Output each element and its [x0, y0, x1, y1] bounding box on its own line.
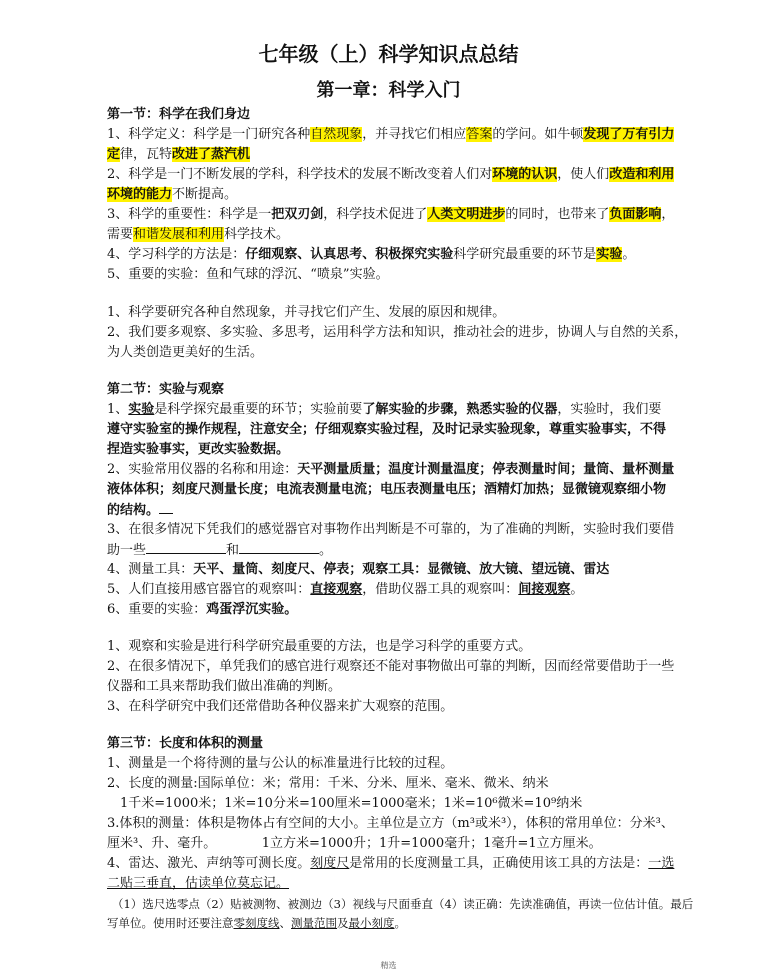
highlight: 环境的认识	[492, 167, 558, 182]
section-heading-1: 第一节：科学在我们身边	[107, 107, 251, 122]
sec2-line-1b: 遵守实验室的操作规程，注意安全；仔细观察实验过程，及时记录实验现象，尊重实验事实，不得	[107, 422, 667, 437]
text-fragment: ，使人们	[557, 167, 610, 182]
text-fragment: 。	[622, 247, 636, 262]
chapter-title: 第一章：科学入门	[316, 80, 461, 101]
text-fragment: 实验	[128, 402, 155, 417]
section-heading-2: 第二节：实验与观察	[107, 382, 225, 397]
sec1-summary-2a: 2、我们要多观察、多实验、多思考，运用科学方法和知识，推动社会的进步，协调人与自然的关系，	[107, 325, 688, 340]
text-fragment: 4、学习科学的方法是：	[107, 247, 246, 262]
highlight: 改进了蒸汽机	[172, 147, 251, 162]
sec2-line-1c: 捏造实验事实，更改实验数据。	[107, 442, 290, 457]
text-fragment: ，实验时，我们要	[557, 402, 662, 417]
sec1-line-2b	[107, 186, 237, 204]
text-fragment: 是科学探究最重要的环节；实验前要	[154, 402, 363, 417]
text-fragment: 。	[394, 916, 406, 930]
text-fragment: 天平、量筒、刻度尺、停表；观察工具：显微镜、放大镜、望远镜、雷达	[193, 562, 610, 577]
sec2-line-2c	[107, 501, 173, 520]
sec2-summary-2b: 仪器和工具来帮助我们做出准确的判断。	[107, 679, 342, 694]
text-fragment: 。	[319, 543, 333, 558]
sec2-line-6	[107, 601, 297, 619]
section-heading-3: 第三节：长度和体积的测量	[107, 736, 264, 751]
text-fragment: 仔细观察、认真思考、积极探究实验	[245, 247, 454, 262]
sec1-summary-2b: 为人类创造更美好的生活。	[107, 345, 264, 360]
document-title: 七年级（上）科学知识点总结	[258, 42, 519, 66]
text-fragment: 3、科学的重要性：科学是一	[107, 207, 272, 222]
highlight: 负面影响	[609, 207, 662, 222]
text-fragment: 间接观察	[518, 582, 571, 597]
text-fragment: 天平测量质量；温度计测量温度；停表测量时间；量筒、量杯测量	[297, 462, 675, 477]
text-fragment: 的结构。	[107, 503, 160, 518]
text-fragment: 刻度尺	[310, 856, 350, 871]
text-fragment: ，	[661, 207, 675, 222]
highlight: 自然现象	[310, 127, 363, 142]
sec3-line-4	[107, 855, 674, 873]
highlight: 发现了万有引力	[583, 127, 675, 142]
text-fragment: 了解实验的步骤，熟悉实验的仪器	[362, 402, 558, 417]
text-fragment: 1、科学定义：科学是一门研究各种	[107, 127, 311, 142]
text-fragment: 、	[279, 916, 291, 930]
sec3-line-2: 2、长度的测量:国际单位：米；常用：千米、分米、厘米、毫米、微米、纳米	[107, 776, 549, 791]
text-fragment: 助一些	[107, 543, 147, 558]
text-fragment: 1、	[107, 402, 129, 417]
text-fragment: 不断提高。	[172, 187, 238, 202]
text-fragment: 及	[337, 916, 349, 930]
sec3-line-4b: 二贴三垂直，估读单位莫忘记。	[107, 876, 290, 891]
sec3-line-3b: 厘米³、升、毫升。 1立方米=1000升；1升=1000毫升；1毫升=1立方厘米。	[107, 836, 602, 851]
sec1-line-3b	[107, 226, 289, 244]
blank-line	[159, 501, 173, 514]
text-fragment: 写单位。使用时还要注意	[107, 916, 234, 930]
sec3-line-5: （1）选尺选零点（2）贴被测物、被测边（3）视线与尺面垂直（4）读正确：先读准确值，再读一位估计值。最后	[112, 897, 694, 911]
sec1-line-1b	[107, 146, 250, 164]
text-fragment: 鸡蛋浮沉实验。	[206, 602, 298, 617]
text-fragment: 测量范围	[291, 916, 337, 930]
text-fragment: 5、人们直接用感官器官的观察叫：	[107, 582, 311, 597]
sec1-summary-1: 1、科学要研究各种自然现象，并寻找它们产生、发展的原因和规律。	[107, 305, 506, 320]
text-fragment: 2、实验常用仪器的名称和用途：	[107, 462, 298, 477]
text-fragment: 是常用的长度测量工具，正确使用该工具的方法是：	[349, 856, 649, 871]
sec1-line-3	[107, 206, 674, 224]
text-fragment: ，科学技术促进了	[323, 207, 428, 222]
text-fragment: 6、重要的实验：	[107, 602, 207, 617]
highlight: 实验	[596, 247, 623, 262]
highlight: 和谐发展和利用	[133, 227, 225, 242]
sec3-line-5b	[107, 914, 406, 932]
text-fragment: 和	[226, 543, 240, 558]
text-fragment: 律，瓦特	[120, 147, 173, 162]
text-fragment: 的同时，也带来了	[505, 207, 610, 222]
sec2-summary-1: 1、观察和实验是进行科学研究最重要的方法，也是学习科学的重要方式。	[107, 639, 532, 654]
text-fragment: 最小刻度	[348, 916, 395, 930]
sec1-line-4	[107, 246, 635, 264]
highlight: 答案	[466, 127, 493, 142]
sec3-line-2b: 1千米=1000米；1米=10分米=100厘米=1000毫米；1米=10⁶微米=10⁹纳米	[120, 796, 583, 811]
page-footer: 精选	[380, 961, 397, 970]
text-fragment: 科学研究最重要的环节是	[453, 247, 597, 262]
sec2-line-2b: 液体体积；刻度尺测量长度；电流表测量电流；电压表测量电压；酒精灯加热；显微镜观察细小物	[107, 482, 667, 497]
text-fragment: 直接观察	[310, 582, 363, 597]
text-fragment: 科学技术。	[224, 227, 290, 242]
sec2-line-1	[107, 401, 661, 419]
blank-line	[146, 541, 226, 554]
text-fragment: 需要	[107, 227, 134, 242]
highlight: 定	[107, 147, 121, 162]
text-fragment: 4、雷达、激光、声纳等可测长度。	[107, 856, 311, 871]
text-fragment: 一选	[648, 856, 675, 871]
sec2-line-4	[107, 561, 609, 579]
highlight: 人类文明进步	[427, 207, 506, 222]
highlight: 改造和利用	[609, 167, 675, 182]
text-fragment: 的学问。如牛顿	[492, 127, 584, 142]
sec3-line-3: 3.体积的测量：体积是物体占有空间的大小。主单位是立方（m³或米³），体积的常用单位：分米³、	[107, 816, 674, 831]
sec3-line-1: 1、测量是一个将待测的量与公认的标准量进行比较的过程。	[107, 756, 454, 771]
text-fragment: 2、科学是一门不断发展的学科，科学技术的发展不断改变着人们对	[107, 167, 493, 182]
text-fragment: ，并寻找它们相应	[362, 127, 467, 142]
sec2-line-5	[107, 581, 583, 599]
sec1-line-5: 5、重要的实验：鱼和气球的浮沉、“喷泉”实验。	[107, 267, 389, 282]
text-fragment: ，借助仪器工具的观察叫：	[362, 582, 519, 597]
text-fragment: 零刻度线	[233, 916, 280, 930]
blank-line	[239, 541, 319, 554]
sec1-line-1	[107, 126, 674, 144]
sec2-line-3b	[107, 541, 332, 560]
sec1-line-2	[107, 166, 674, 184]
sec2-summary-2a: 2、在很多情况下，单凭我们的感官进行观察还不能对事物做出可靠的判断，因而经常要借助于一些	[107, 659, 675, 674]
text-fragment: 。	[570, 582, 584, 597]
text-fragment: 把双刃剑	[271, 207, 324, 222]
sec2-summary-3: 3、在科学研究中我们还常借助各种仪器来扩大观察的范围。	[107, 699, 454, 714]
sec2-line-2	[107, 461, 674, 479]
sec2-line-3: 3、在很多情况下凭我们的感觉器官对事物作出判断是不可靠的，为了准确的判断，实验时我们要借	[107, 522, 675, 537]
highlight: 环境的能力	[107, 187, 173, 202]
text-fragment: 4、测量工具：	[107, 562, 194, 577]
